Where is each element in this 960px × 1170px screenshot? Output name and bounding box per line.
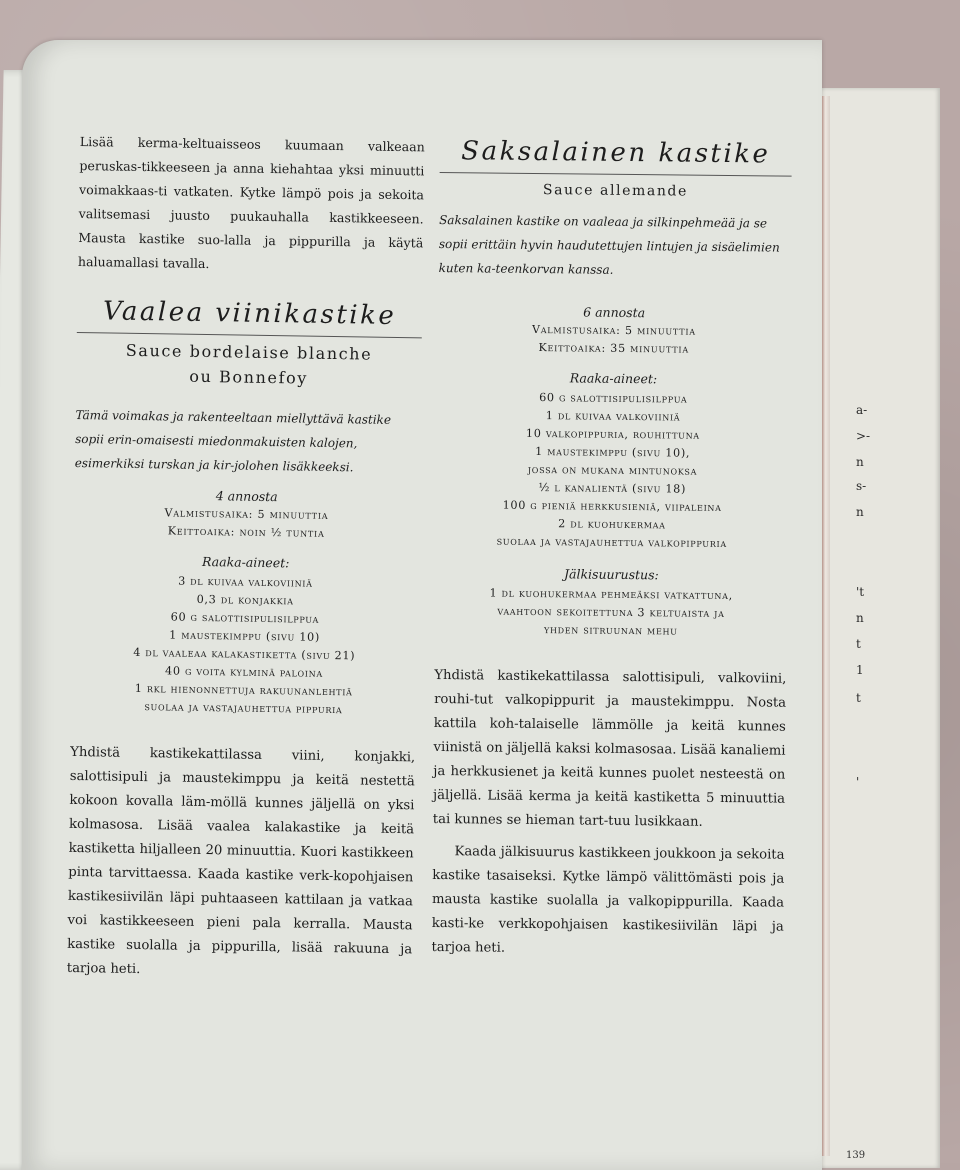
prep-time: Valmistusaika: 5 minuuttia <box>164 506 329 522</box>
ingredient: 3 dl kuivaa valkoviiniä <box>178 574 313 590</box>
ingredient: 40 g voita kylminä paloina <box>165 664 324 680</box>
ingredient: 100 g pieniä herkkusieniä, viipaleina <box>502 498 722 514</box>
back-page-fragment: >- <box>856 429 871 443</box>
method-paragraph: Yhdistä kastikekattilassa viini, konjakki, salottisipuli ja maustekimppu ja keitä nestettä kokoon kovalla läm-möllä kunnes jäljellä on yksi kolmasosa. Lisää vaalea kalakastike ja keitä kastiketta hiljalleen 20 minuuttia. Kuori kastikkeen pinta tarvittaessa. Kaada kastike verk-kopohjaisen kastikesiivilän läpi puhtaaseen kattilaan ja vatkaa voi kastikkeeseen pieni pala kerralla. Mausta kastike suolalla ja pippurilla, lisää rakuuna ja tarjoa heti. <box>66 744 416 978</box>
back-page-fragment: ' <box>856 775 860 789</box>
prep-time: Valmistusaika: 5 minuuttia <box>531 322 696 338</box>
ingredients-heading: Raaka-aineet: <box>569 370 658 387</box>
ingredient: 2 dl kuohukermaa <box>558 517 666 532</box>
recipe-title: Vaalea viinikastike <box>102 296 397 331</box>
ingredient: suolaa ja vastajauhettua valkopippuria <box>496 534 727 551</box>
finish-heading: Jälkisuurustus: <box>563 566 659 583</box>
finish-item: yhden sitruunan mehu <box>543 623 678 638</box>
ingredient: 0,3 dl konjakkia <box>196 592 294 608</box>
back-page <box>818 88 940 1168</box>
cook-time: Keittoaika: noin ½ tuntia <box>167 524 325 540</box>
recipe-subtitle <box>76 337 422 392</box>
ingredient: 4 dl vaaleaa kalakastiketta (sivu 21) <box>133 645 356 663</box>
back-page-fragment: n <box>856 611 864 625</box>
back-page-fragment: 1 <box>856 663 864 677</box>
finish-item: vaahtoon sekoitettuna 3 keltuaista ja <box>497 604 725 621</box>
page-edge <box>822 96 830 1156</box>
ingredient: 10 valkopippuria, rouhittuna <box>525 426 700 442</box>
ingredient: 1 maustekimppu (sivu 10), <box>535 445 691 460</box>
servings: 4 annosta <box>215 488 278 505</box>
method-paragraph: Yhdistä kastikekattilassa salottisipuli, valkoviini, rouhi-tut valkopippurit ja maustekimppu. Nosta kattila koh-talaiselle lämmölle ja keitä kunnes viinistä on jäljellä kaksi kolmasosaa. Lisää kanaliemi ja herkkusienet ja keitä kunnes puolet nesteestä on jäljellä. Lisää kerma ja keitä kastiketta 5 minuuttia tai kunnes se hieman tart-tuu lusikkaan. <box>432 667 787 830</box>
finish-list <box>435 584 788 642</box>
cook-time: Keittoaika: 35 minuuttia <box>538 341 690 356</box>
recipe-subtitle: Sauce allemande <box>542 182 689 200</box>
method <box>67 741 416 986</box>
method <box>431 664 786 964</box>
back-page-fragment: n <box>856 455 864 469</box>
ingredient: 60 g salottisipulisilppua <box>539 391 688 406</box>
ingredient: 1 maustekimppu (sivu 10) <box>169 628 321 644</box>
back-page-fragment: a- <box>856 403 868 417</box>
ingredient: 60 g salottisipulisilppua <box>170 610 320 626</box>
ingredient: jossa on mukana mintunoksa <box>527 462 698 478</box>
ingredients-list <box>436 388 790 554</box>
recipe-lede: Tämä voimakas ja rakenteeltaan miellyttävä kastike sopii erin-omaisesti miedonmakuisten kalojen, esimerkiksi turskan ja kir-jolohen lisäkkeeksi. <box>74 407 392 475</box>
back-page-fragment: 't <box>856 585 865 599</box>
back-page-fragment: s- <box>856 479 867 493</box>
ingredients-heading: Raaka-aineet: <box>201 553 290 571</box>
title-rule <box>440 172 792 177</box>
intro-paragraph: Lisää kerma-keltuaisseos kuumaan valkeaan peruskas-tikkeeseen ja anna kiehahtaa yksi minuutti voimakkaas-ti vatkaten. Kytke lämpö pois ja sekoita valitsemasi juusto puukauhalla kastikkeeseen. Mausta kastike suo-lalla ja pippurilla ja käytä haluamallasi tavalla. <box>77 133 425 272</box>
recipe-title: Saksalainen kastike <box>461 136 771 170</box>
method-paragraph: Kaada jälkisuurus kastikkeen joukkoon ja sekoita kastike tasaiseksi. Kytke lämpö välittömästi pois ja mausta kastike suolalla ja valkopippurilla. Kaada kasti-ke verkkopohjaisen kastikesiivilän läpi ja tarjoa heti. <box>431 844 785 956</box>
ingredient: ½ l kanalientä (sivu 18) <box>538 481 687 496</box>
recipe-lede: Saksalainen kastike on vaaleaa ja silkinpehmeää ja se sopii erittäin hyvin haudutettujen lintujen ja sisäelimien kuten ka-teenkorvan kanssa. <box>438 212 780 277</box>
subtitle-line: Sauce bordelaise blanche <box>125 340 373 364</box>
servings: 6 annosta <box>583 304 646 321</box>
left-column <box>67 130 425 986</box>
subtitle-line: ou Bonnefoy <box>189 366 309 388</box>
ingredient: suolaa ja vastajauhettua pippuria <box>144 700 343 717</box>
back-page-fragment: t <box>856 691 861 705</box>
page-number: 139 <box>846 1150 866 1161</box>
finish-item: 1 dl kuohukermaa pehmeäksi vatkattuna, <box>489 586 733 603</box>
ingredient: 1 rkl hienonnettuja rakuunanlehtiä <box>134 681 353 699</box>
right-column <box>431 136 792 964</box>
back-page-fragment: n <box>856 505 864 519</box>
ingredients-list <box>71 571 418 720</box>
ingredient: 1 dl kuivaa valkoviiniä <box>545 409 681 424</box>
back-page-fragment: t <box>856 637 861 651</box>
